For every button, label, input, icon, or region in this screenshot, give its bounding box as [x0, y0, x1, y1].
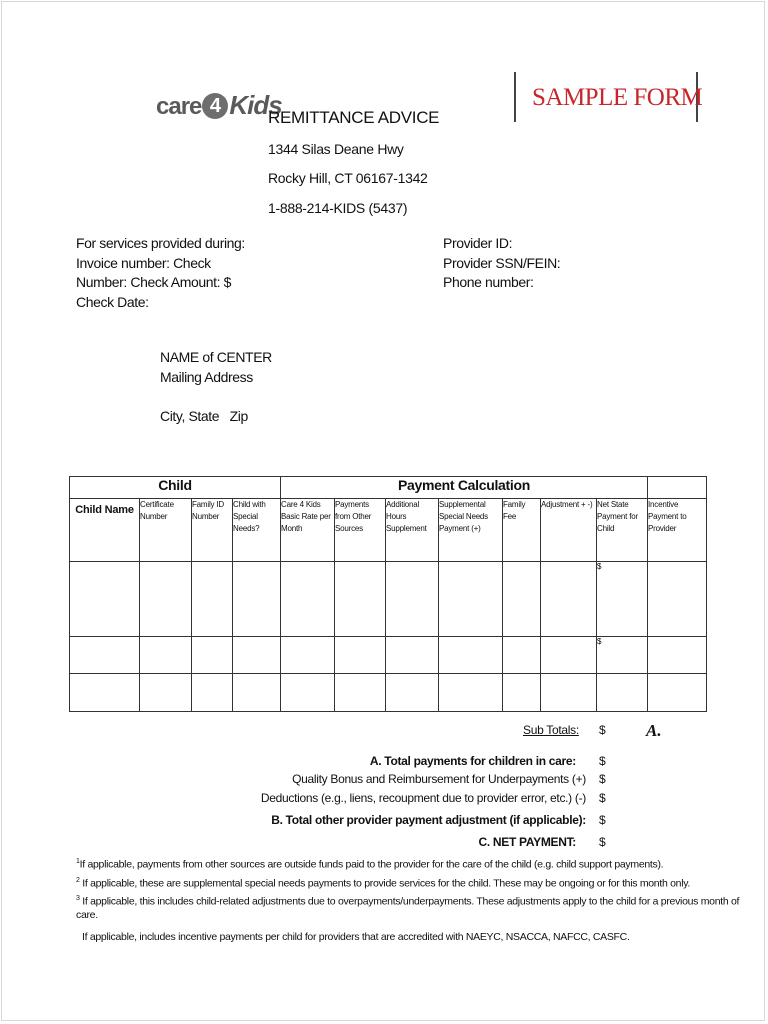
- footnote-1-marker: 1: [76, 858, 80, 865]
- footnote-1: [76, 853, 663, 874]
- cell[interactable]: [140, 674, 192, 712]
- cell-net-payment[interactable]: [597, 674, 648, 712]
- provider-id-label: Provider ID:: [443, 235, 513, 251]
- subtotals-dollar: $: [599, 723, 606, 737]
- col-family-id: Family ID Number: [192, 499, 233, 562]
- col-child-name: Child Name: [70, 499, 140, 562]
- group-payment-header: Payment Calculation: [281, 477, 648, 499]
- cell[interactable]: [503, 562, 541, 637]
- check-date-label: Check Date:: [76, 293, 149, 310]
- other-adjustment-label: B. Total other provider payment adjustment (if applicable):: [271, 813, 586, 827]
- dollar-sign: $: [597, 562, 602, 571]
- cell[interactable]: [541, 562, 597, 637]
- cell[interactable]: [335, 562, 386, 637]
- cell[interactable]: [386, 637, 439, 674]
- provider-info-block: [443, 234, 560, 293]
- col-basic-rate: Care 4 Kids Basic Rate per Month: [281, 499, 335, 562]
- quality-bonus-label: Quality Bonus and Reimbursement for Underpayments (+): [292, 772, 586, 786]
- remittance-table: [69, 476, 707, 712]
- sample-form-stamp: [514, 72, 703, 122]
- footnote-3-marker: 3: [76, 895, 80, 902]
- cell[interactable]: [233, 674, 281, 712]
- phone-number-label: Phone number:: [443, 274, 534, 290]
- center-city-state-zip: City, State Zip: [160, 408, 248, 424]
- col-incentive-payment: Incentive Payment to Provider: [648, 499, 707, 562]
- footnote-4: If applicable, includes incentive payments per child for providers that are accredited with NAEYC, NSACCA, NAFCC, CASFC.: [82, 931, 630, 943]
- cell[interactable]: [648, 674, 707, 712]
- services-info-block: [76, 234, 245, 312]
- address-line-3: 1-888-214-KIDS (5437): [268, 200, 408, 216]
- other-adjustment-dollar: $: [599, 813, 606, 827]
- dollar-sign: $: [597, 637, 602, 646]
- cell[interactable]: [648, 637, 707, 674]
- logo-care-text: care: [156, 93, 202, 120]
- cell[interactable]: [335, 637, 386, 674]
- services-period-label: For services provided during:: [76, 235, 245, 251]
- cell[interactable]: [192, 637, 233, 674]
- provider-ssn-label: Provider SSN/FEIN:: [443, 254, 561, 271]
- center-name: NAME of CENTER: [160, 349, 272, 365]
- cell[interactable]: [281, 637, 335, 674]
- cell[interactable]: [439, 562, 503, 637]
- cell[interactable]: [439, 637, 503, 674]
- cell-net-payment[interactable]: [597, 562, 648, 637]
- logo-four-badge: 4: [202, 93, 228, 119]
- cell[interactable]: [503, 674, 541, 712]
- group-empty-header: [648, 477, 707, 499]
- cell[interactable]: [439, 674, 503, 712]
- logo-kids-text: Kids: [229, 90, 282, 120]
- col-family-fee: Family Fee: [503, 499, 541, 562]
- footnote-3-continued: care.: [76, 909, 98, 921]
- cell[interactable]: [503, 637, 541, 674]
- cell[interactable]: [233, 637, 281, 674]
- check-amount-label: Number: Check Amount: $: [76, 274, 231, 290]
- cell[interactable]: [233, 562, 281, 637]
- net-payment-label: C. NET PAYMENT:: [478, 835, 576, 849]
- footnote-3-text: If applicable, this includes child-related adjustments due to overpayments/underpayments. These adjustments apply to the child for a previous month of: [82, 895, 740, 908]
- col-certificate-number: Certificate Number: [140, 499, 192, 562]
- col-adjustment: Adjustment + -): [541, 499, 597, 562]
- cell[interactable]: [335, 674, 386, 712]
- document-page: [1, 1, 765, 1021]
- col-other-sources: Payments from Other Sources: [335, 499, 386, 562]
- cell-net-payment[interactable]: [597, 637, 648, 674]
- net-payment-dollar: $: [599, 835, 606, 849]
- quality-bonus-dollar: $: [599, 772, 606, 786]
- cell[interactable]: [192, 562, 233, 637]
- invoice-number-label: Invoice number: Check: [76, 254, 211, 271]
- cell[interactable]: [140, 562, 192, 637]
- col-net-state-payment: Net State Payment for Child: [597, 499, 648, 562]
- table-row: [70, 674, 707, 712]
- cell-child-name[interactable]: [70, 674, 140, 712]
- footnote-2-marker: 2: [76, 877, 80, 884]
- col-special-needs: Child with Special Needs?: [233, 499, 281, 562]
- care4kids-logo: [156, 90, 282, 130]
- footnote-2-text: If applicable, these are supplemental special needs payments to provide services for the child. These may be ongoing or for this month only.: [82, 877, 691, 890]
- cell[interactable]: [281, 674, 335, 712]
- table-row: [70, 562, 707, 637]
- col-additional-hours: Additional Hours Supplement: [386, 499, 439, 562]
- total-payments-children-label: A. Total payments for children in care:: [369, 754, 576, 768]
- cell-child-name[interactable]: [70, 562, 140, 637]
- center-mailing-address: Mailing Address: [160, 369, 253, 385]
- address-line-2: Rocky Hill, CT 06167-1342: [268, 170, 428, 186]
- cell[interactable]: [541, 637, 597, 674]
- deductions-label: Deductions (e.g., liens, recoupment due to provider error, etc.) (-): [260, 791, 586, 805]
- footnote-1-text: If applicable, payments from other sources are outside funds paid to the provider for the care of the child (e.g. child support payments).: [79, 858, 664, 871]
- cell[interactable]: [386, 562, 439, 637]
- address-line-1: 1344 Silas Deane Hwy: [268, 141, 404, 157]
- document-title: REMITTANCE ADVICE: [268, 108, 440, 127]
- subtotals-a-mark: A.: [646, 721, 662, 740]
- table-row: [70, 637, 707, 674]
- group-child-header: Child: [70, 477, 281, 499]
- cell[interactable]: [648, 562, 707, 637]
- total-payments-dollar: $: [599, 754, 606, 768]
- cell[interactable]: [386, 674, 439, 712]
- cell-child-name[interactable]: [70, 637, 140, 674]
- cell[interactable]: [192, 674, 233, 712]
- sample-form-label: SAMPLE FORM: [532, 84, 703, 111]
- footnote-3: [76, 890, 739, 911]
- subtotals-label: Sub Totals:: [523, 723, 579, 737]
- cell[interactable]: [281, 562, 335, 637]
- cell[interactable]: [541, 674, 597, 712]
- cell[interactable]: [140, 637, 192, 674]
- deductions-dollar: $: [599, 791, 606, 805]
- col-supplemental-special-needs: Supplemental Special Needs Payment (+): [439, 499, 503, 562]
